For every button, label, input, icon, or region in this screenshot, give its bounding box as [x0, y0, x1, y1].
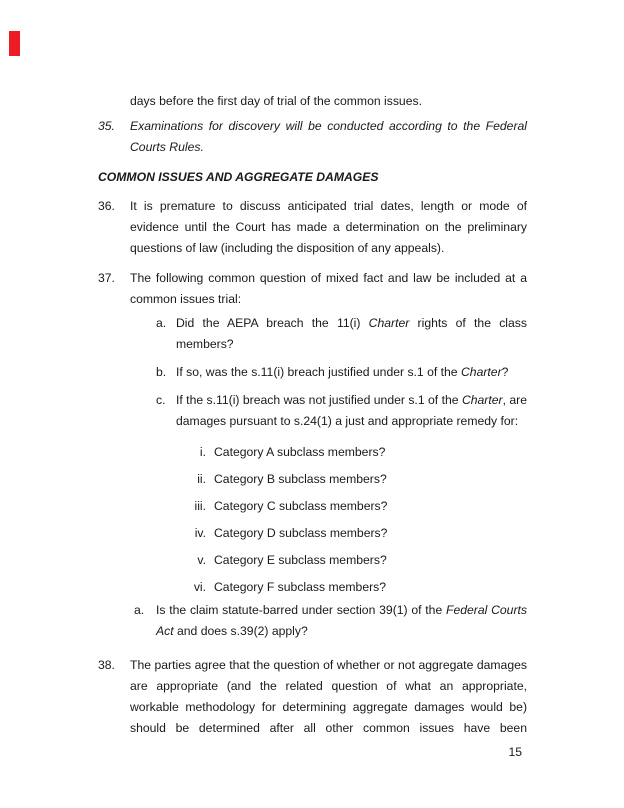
text-line: It is premature to discuss anticipated trial dates, length or mode of — [130, 199, 527, 213]
text-line: If the s.11(i) breach was not justified under s.1 of the Charter, are — [176, 393, 528, 407]
text-line: Is the claim statute-barred under section 39(1) of the Federal Courts — [156, 603, 528, 617]
list-item-a-statute — [98, 600, 527, 642]
list-item-roman-i — [98, 442, 527, 463]
text-line: Category A subclass members? — [214, 445, 386, 459]
text-line: The following common question of mixed fact and law be included at a — [130, 271, 527, 285]
text-line: common issues trial: — [130, 292, 242, 306]
list-item-roman-v — [98, 550, 527, 571]
list-item-roman-iii — [98, 496, 527, 517]
text-line: Examinations for discovery will be conducted according to the Federal — [130, 119, 527, 133]
text-line: should be determined after all other common issues have been — [130, 721, 527, 735]
text-line: Courts Rules. — [130, 140, 204, 154]
paragraph-number: 36. — [98, 199, 115, 213]
list-item-numeral: iii. — [194, 499, 206, 513]
list-item-numeral: v. — [197, 553, 206, 567]
list-item-letter: a. — [134, 603, 145, 617]
red-marker — [9, 31, 20, 56]
list-item-numeral: vi. — [193, 580, 206, 594]
carryover-paragraph — [98, 91, 527, 112]
text-line: Did the AEPA breach the 11(i) Charter rights of the class — [176, 316, 527, 330]
page-number: 15 — [508, 745, 522, 759]
text-line: questions of law (including the disposition of any appeals). — [130, 241, 445, 255]
list-item-numeral: i. — [199, 445, 206, 459]
text-line: Category B subclass members? — [214, 472, 387, 486]
list-item-roman-vi — [98, 577, 527, 598]
paragraph-38 — [98, 655, 527, 739]
list-item-numeral: ii. — [197, 472, 206, 486]
paragraph-number: 38. — [98, 658, 115, 672]
text-line: Category D subclass members? — [214, 526, 388, 540]
text-line: If so, was the s.11(i) breach justified under s.1 of the Charter? — [176, 365, 509, 379]
text-line: evidence until the Court has made a determination on the preliminary — [130, 220, 527, 234]
text-line: days before the first day of trial of the common issues. — [130, 94, 422, 108]
list-item-a — [98, 313, 527, 355]
paragraph-number: 37. — [98, 271, 115, 285]
list-item-roman-ii — [98, 469, 527, 490]
list-item-letter: c. — [156, 393, 166, 407]
text-line: Category F subclass members? — [214, 580, 387, 594]
text-line: damages pursuant to s.24(1) a just and appropriate remedy for: — [176, 414, 519, 428]
text-line: members? — [176, 337, 234, 351]
paragraph-35 — [98, 116, 527, 158]
list-item-numeral: iv. — [194, 526, 206, 540]
text-line: workable methodology for determining aggregate damages would be) — [130, 700, 527, 714]
section-heading: COMMON ISSUES AND AGGREGATE DAMAGES — [98, 170, 379, 184]
page-content — [98, 0, 527, 763]
list-item-letter: a. — [156, 316, 167, 330]
text-line: are appropriate (and the related question of what an appropriate, — [130, 679, 527, 693]
text-line: Act and does s.39(2) apply? — [156, 624, 308, 638]
paragraph-number: 35. — [98, 119, 115, 133]
list-item-roman-iv — [98, 523, 527, 544]
list-item-letter: b. — [156, 365, 167, 379]
paragraph-36 — [98, 196, 527, 259]
list-item-b — [98, 362, 527, 383]
list-item-c — [98, 390, 527, 432]
text-line: The parties agree that the question of whether or not aggregate damages — [130, 658, 527, 672]
paragraph-37 — [98, 268, 527, 310]
text-line: Category E subclass members? — [214, 553, 387, 567]
text-line: Category C subclass members? — [214, 499, 388, 513]
